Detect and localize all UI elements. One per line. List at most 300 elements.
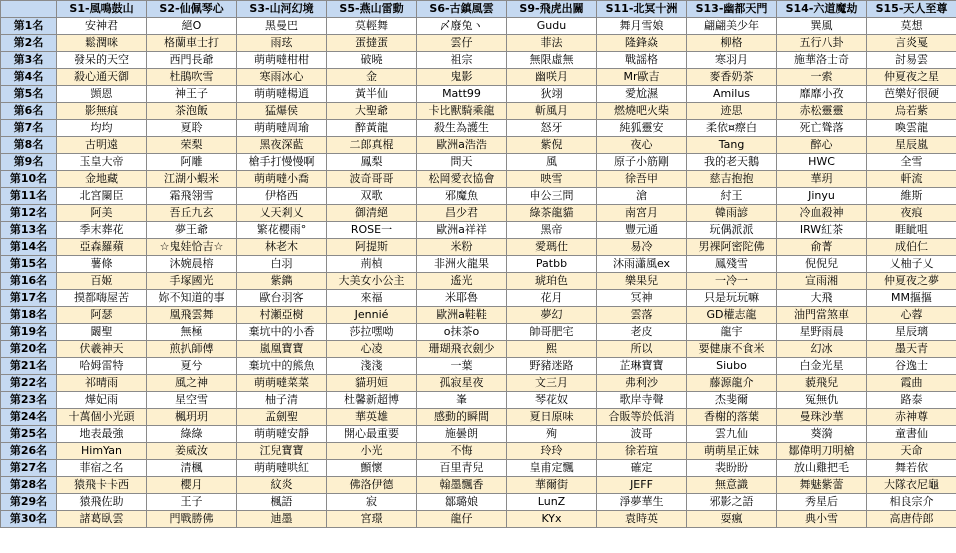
player-name-cell: 猿飛卡卡西 (57, 477, 147, 494)
player-name-cell: 貓玥姮 (327, 375, 417, 392)
player-name-cell: 昌少君 (417, 205, 507, 222)
player-name-cell: 琥珀色 (507, 273, 597, 290)
player-name-cell: 風 (507, 154, 597, 171)
player-name-cell: 鳳梨 (327, 154, 417, 171)
player-name-cell: 宣雨湘 (777, 273, 867, 290)
player-name-cell: 典小雪 (777, 511, 867, 528)
rank-label: 第22名 (1, 375, 57, 392)
player-name-cell: 烏若紫 (867, 103, 956, 120)
rank-label: 第20名 (1, 341, 57, 358)
player-name-cell: 江兒寶寶 (237, 443, 327, 460)
player-name-cell: 松岡愛衣協會 (417, 171, 507, 188)
table-row (1, 188, 956, 205)
player-name-cell: 波哥 (597, 426, 687, 443)
player-name-cell: 米耶魯 (417, 290, 507, 307)
player-name-cell: 峯 (417, 392, 507, 409)
player-name-cell: Jennié (327, 307, 417, 324)
player-name-cell: 星辰璃 (867, 324, 956, 341)
player-name-cell: 闞聖 (57, 324, 147, 341)
player-name-cell: 白金光星 (777, 358, 867, 375)
table-row (1, 409, 956, 426)
player-name-cell: 殉 (507, 426, 597, 443)
player-name-cell: 季末葬花 (57, 222, 147, 239)
player-name-cell: 嵐凰寶寶 (237, 341, 327, 358)
player-name-cell: 莫輕舞 (327, 18, 417, 35)
player-name-cell: Jinyu (777, 188, 867, 205)
player-name-cell: 黑曼巴 (237, 18, 327, 35)
player-name-cell: 邪影之語 (687, 494, 777, 511)
player-name-cell: 華爾街 (507, 477, 597, 494)
player-name-cell: 俞菁 (777, 239, 867, 256)
player-name-cell: 綠綠 (147, 426, 237, 443)
player-name-cell: Amilus (687, 86, 777, 103)
rank-label: 第26名 (1, 443, 57, 460)
player-name-cell: 路泰 (867, 392, 956, 409)
player-name-cell: 翩翩美少年 (687, 18, 777, 35)
player-name-cell: 舞若依 (867, 460, 956, 477)
rank-label: 第8名 (1, 137, 57, 154)
player-name-cell: 吾丘九玄 (147, 205, 237, 222)
player-name-cell: 一葉 (417, 358, 507, 375)
table-row (1, 256, 956, 273)
player-name-cell: 迪墨 (237, 511, 327, 528)
player-name-cell: 萌萌星正妹 (687, 443, 777, 460)
player-name-cell: 藐飛兒 (777, 375, 867, 392)
player-name-cell: 斬風月 (507, 103, 597, 120)
player-name-cell: 合販等於低消 (597, 409, 687, 426)
table-row (1, 239, 956, 256)
server-column-header: S14-六道魔劫 (777, 1, 867, 18)
player-name-cell: 非洲火龍果 (417, 256, 507, 273)
player-name-cell: 紫鐫 (237, 273, 327, 290)
player-name-cell: ROSE一 (327, 222, 417, 239)
player-name-cell: 狄翊 (507, 86, 597, 103)
player-name-cell: 燃燒吧火柴 (597, 103, 687, 120)
player-name-cell: 雨玹 (237, 35, 327, 52)
player-name-cell: 花月 (507, 290, 597, 307)
player-name-cell: 霞曲 (867, 375, 956, 392)
player-name-cell: 喚雲龍 (867, 120, 956, 137)
rank-label: 第3名 (1, 52, 57, 69)
player-name-cell: 星野雨晨 (777, 324, 867, 341)
player-name-cell: 仲夏夜之星 (867, 69, 956, 86)
player-name-cell: 珊瑚飛衣劍少 (417, 341, 507, 358)
player-name-cell: 無意識 (687, 477, 777, 494)
player-name-cell: 大聖爺 (327, 103, 417, 120)
player-name-cell: 邪魔魚 (417, 188, 507, 205)
player-name-cell: 施曇朗 (417, 426, 507, 443)
player-name-cell: 言炎戛 (867, 35, 956, 52)
player-name-cell: 佛洛伊德 (327, 477, 417, 494)
player-name-cell: 鄒璐娘 (417, 494, 507, 511)
player-name-cell: 文三月 (507, 375, 597, 392)
player-name-cell: 歌岸寺聲 (597, 392, 687, 409)
player-name-cell: 玲玲 (507, 443, 597, 460)
player-name-cell: 江湖小蝦米 (147, 171, 237, 188)
player-name-cell: 華玥 (777, 171, 867, 188)
player-name-cell: 弗利沙 (597, 375, 687, 392)
table-row (1, 443, 956, 460)
player-name-cell: 槍手打慢慢啊 (237, 154, 327, 171)
table-row (1, 222, 956, 239)
player-name-cell: 冷血殺神 (777, 205, 867, 222)
player-name-cell: 萌萌噠安靜 (237, 426, 327, 443)
player-name-cell: 軒流 (867, 171, 956, 188)
table-body (1, 18, 956, 528)
player-name-cell: 秀星后 (777, 494, 867, 511)
player-name-cell: ☆鬼娃恰吉☆ (147, 239, 237, 256)
player-name-cell: 薯條 (57, 256, 147, 273)
table-row (1, 324, 956, 341)
player-name-cell: 阿雕 (147, 154, 237, 171)
player-name-cell: 黑夜深藍 (237, 137, 327, 154)
player-name-cell: 紫倪 (507, 137, 597, 154)
player-name-cell: 老皮 (597, 324, 687, 341)
player-name-cell: 鳳殘雪 (687, 256, 777, 273)
server-column-header: S2-仙佩琴心 (147, 1, 237, 18)
player-name-cell: 歐台羽客 (237, 290, 327, 307)
player-name-cell: 睚眦咀 (867, 222, 956, 239)
player-name-cell: 無極 (147, 324, 237, 341)
player-name-cell: 門戰勝佛 (147, 511, 237, 528)
player-name-cell: 均均 (57, 120, 147, 137)
player-name-cell: 裴盼盼 (687, 460, 777, 477)
player-name-cell: 龍宇 (687, 324, 777, 341)
rank-label: 第6名 (1, 103, 57, 120)
player-name-cell: 葵漪 (777, 426, 867, 443)
player-name-cell: 相良宗介 (867, 494, 956, 511)
player-name-cell: 破曉 (327, 52, 417, 69)
player-name-cell: 全雪 (867, 154, 956, 171)
table-row (1, 341, 956, 358)
player-name-cell: HWC (777, 154, 867, 171)
player-name-cell: 萌萌噠菜菜 (237, 375, 327, 392)
table-row (1, 273, 956, 290)
player-name-cell: 柳格 (687, 35, 777, 52)
table-row (1, 460, 956, 477)
player-name-cell: 棄坑中的熊魚 (237, 358, 327, 375)
player-name-cell: 伏羲神天 (57, 341, 147, 358)
player-name-cell: 藤源龍介 (687, 375, 777, 392)
table-row (1, 494, 956, 511)
player-name-cell: 西門長爺 (147, 52, 237, 69)
player-name-cell: 伊格西 (237, 188, 327, 205)
player-name-cell: 猿飛佐助 (57, 494, 147, 511)
player-name-cell: MM摳摳 (867, 290, 956, 307)
player-name-cell: 申公三問 (507, 188, 597, 205)
player-name-cell: 大飛 (777, 290, 867, 307)
rank-label: 第29名 (1, 494, 57, 511)
player-name-cell: 雲落 (597, 307, 687, 324)
player-name-cell: 孟劍聖 (237, 409, 327, 426)
player-name-cell: 我的老天鵝 (687, 154, 777, 171)
player-name-cell: GD權志龍 (687, 307, 777, 324)
player-name-cell: 帥哥肥宅 (507, 324, 597, 341)
player-name-cell: 墨天青 (867, 341, 956, 358)
table-row (1, 511, 956, 528)
player-name-cell: 百里青兒 (417, 460, 507, 477)
table-row (1, 120, 956, 137)
player-name-cell: 波奇哥哥 (327, 171, 417, 188)
rank-label: 第23名 (1, 392, 57, 409)
player-name-cell: 霜飛翎雪 (147, 188, 237, 205)
player-name-cell: 童書仙 (867, 426, 956, 443)
player-name-cell: 清楓 (147, 460, 237, 477)
player-name-cell: 無限虛無 (507, 52, 597, 69)
server-column-header: S11-北冥十洲 (597, 1, 687, 18)
player-name-cell: 宮璟 (327, 511, 417, 528)
player-name-cell: 皇甫定飄 (507, 460, 597, 477)
player-name-cell: 玉皇大帝 (57, 154, 147, 171)
player-name-cell: 摸都嗨屋苦 (57, 290, 147, 307)
player-name-cell: 玩偶派派 (687, 222, 777, 239)
rank-label: 第17名 (1, 290, 57, 307)
rank-label: 第2名 (1, 35, 57, 52)
player-name-cell: KYx (507, 511, 597, 528)
player-name-cell: 楓語 (237, 494, 327, 511)
player-name-cell: 十萬個小光頭 (57, 409, 147, 426)
player-name-cell: JEFF (597, 477, 687, 494)
player-name-cell: 紂王 (687, 188, 777, 205)
player-name-cell: 影無痕 (57, 103, 147, 120)
player-name-cell: IRW紅茶 (777, 222, 867, 239)
player-name-cell: 隆鋒焱 (597, 35, 687, 52)
player-name-cell: 醉心 (777, 137, 867, 154)
player-name-cell: 谷逸士 (867, 358, 956, 375)
player-name-cell: 醉黃龍 (327, 120, 417, 137)
player-name-cell: 心凌 (327, 341, 417, 358)
player-name-cell: 男裸阿密陀佛 (687, 239, 777, 256)
player-name-cell: 曼珠沙華 (777, 409, 867, 426)
player-name-cell: 夏日原味 (507, 409, 597, 426)
player-name-cell: 莎拉嘿呦 (327, 324, 417, 341)
player-name-cell: Mr歐吉 (597, 69, 687, 86)
player-name-cell: 黃半仙 (327, 86, 417, 103)
rank-label: 第21名 (1, 358, 57, 375)
player-name-cell: 確定 (597, 460, 687, 477)
player-name-cell: o抹茶o (417, 324, 507, 341)
player-name-cell: 寂 (327, 494, 417, 511)
player-name-cell: 繁花櫻雨° (237, 222, 327, 239)
player-name-cell: 林老木 (237, 239, 327, 256)
table-row (1, 154, 956, 171)
player-name-cell: 戰謡格 (597, 52, 687, 69)
player-name-cell: 顫懷 (327, 460, 417, 477)
player-name-cell: 來福 (327, 290, 417, 307)
player-name-cell: 歐洲a浩浩 (417, 137, 507, 154)
player-name-cell: 柔依¤瘵白 (687, 120, 777, 137)
player-name-cell: 米粉 (417, 239, 507, 256)
player-name-cell: 熙 (507, 341, 597, 358)
player-name-cell: 易冷 (597, 239, 687, 256)
player-name-cell: 麥香奶茶 (687, 69, 777, 86)
player-name-cell: 純狐靈安 (597, 120, 687, 137)
player-name-cell: 柚子清 (237, 392, 327, 409)
player-name-cell: 芷琳寶寶 (597, 358, 687, 375)
player-name-cell: 金 (327, 69, 417, 86)
table-row (1, 358, 956, 375)
player-name-cell: 荣梨 (147, 137, 237, 154)
player-name-cell: 夢幻 (507, 307, 597, 324)
player-name-cell: 夏兮 (147, 358, 237, 375)
player-name-cell: 幽咲月 (507, 69, 597, 86)
player-name-cell: Gudu (507, 18, 597, 35)
player-name-cell: 耍瘋 (687, 511, 777, 528)
player-name-cell: 茶泡飯 (147, 103, 237, 120)
table-row (1, 307, 956, 324)
player-name-cell: 歐洲a鞋鞋 (417, 307, 507, 324)
player-name-cell: 殺心通天御 (57, 69, 147, 86)
player-name-cell: 莫想 (867, 18, 956, 35)
player-name-cell: 只是玩玩嘛 (687, 290, 777, 307)
player-name-cell: 寒雨冰心 (237, 69, 327, 86)
player-name-cell: 施華洛士奇 (777, 52, 867, 69)
player-name-cell: 華英雄 (327, 409, 417, 426)
player-name-cell: 孤寂星夜 (417, 375, 507, 392)
table-row (1, 69, 956, 86)
player-name-cell: 袁時英 (597, 511, 687, 528)
player-name-cell: 亞森羅蘋 (57, 239, 147, 256)
server-column-header: S5-燕山雷動 (327, 1, 417, 18)
player-name-cell: 問天 (417, 154, 507, 171)
player-name-cell: 淨夢華生 (597, 494, 687, 511)
player-name-cell: 滄 (597, 188, 687, 205)
player-name-cell: 祁晴雨 (57, 375, 147, 392)
server-column-header: S3-山河幻境 (237, 1, 327, 18)
rank-label: 第27名 (1, 460, 57, 477)
player-name-cell: 維斯 (867, 188, 956, 205)
rank-label: 第4名 (1, 69, 57, 86)
player-name-cell: 村瀬亞樹 (237, 307, 327, 324)
player-name-cell: 成伯仁 (867, 239, 956, 256)
player-name-cell: 星空雪 (147, 392, 237, 409)
player-name-cell: 安神君 (57, 18, 147, 35)
player-name-cell: 鄒偉明刀明槍 (777, 443, 867, 460)
player-name-cell: 歐洲a祥祥 (417, 222, 507, 239)
player-name-cell: 舞月雪娘 (597, 18, 687, 35)
player-name-cell: 琴花奴 (507, 392, 597, 409)
player-name-cell: 雲仔 (417, 35, 507, 52)
player-name-cell: 討易雲 (867, 52, 956, 69)
player-name-cell: 楓玥玥 (147, 409, 237, 426)
player-name-cell: 煎扒師傅 (147, 341, 237, 358)
player-name-cell: 王子 (147, 494, 237, 511)
player-name-cell: Siubo (687, 358, 777, 375)
player-name-cell: 舞魅紫蕾 (777, 477, 867, 494)
rank-label: 第16名 (1, 273, 57, 290)
player-name-cell: 香榭的落葉 (687, 409, 777, 426)
player-name-cell: 卡比獸騎乘龍 (417, 103, 507, 120)
rank-label: 第30名 (1, 511, 57, 528)
player-name-cell: 赤神尊 (867, 409, 956, 426)
table-row (1, 86, 956, 103)
player-name-cell: 杜鵑吹雪 (147, 69, 237, 86)
player-name-cell: 幻冰 (777, 341, 867, 358)
server-column-header: S13-幽都天門 (687, 1, 777, 18)
player-name-cell: 一索 (777, 69, 867, 86)
player-name-cell: 要健康不食米 (687, 341, 777, 358)
player-name-cell: 夢王爺 (147, 222, 237, 239)
player-name-cell: 大美女小公主 (327, 273, 417, 290)
player-name-cell: 諸葛臥雲 (57, 511, 147, 528)
rank-label: 第12名 (1, 205, 57, 222)
player-name-cell: 荊楨 (327, 256, 417, 273)
header-row (1, 1, 956, 18)
player-name-cell: 野豬迷路 (507, 358, 597, 375)
player-name-cell: 星辰嵐 (867, 137, 956, 154)
player-name-cell: 百姬 (57, 273, 147, 290)
player-name-cell: 鬼影 (417, 69, 507, 86)
player-name-cell: 愛尬濕 (597, 86, 687, 103)
rank-label: 第25名 (1, 426, 57, 443)
player-name-cell: 迹思 (687, 103, 777, 120)
player-name-cell: 萌萌噠周瑜 (237, 120, 327, 137)
header-corner (1, 1, 57, 18)
player-name-cell: 怒牙 (507, 120, 597, 137)
player-name-cell: 杜馨新超博 (327, 392, 417, 409)
rank-label: 第9名 (1, 154, 57, 171)
player-name-cell: 神王子 (147, 86, 237, 103)
player-name-cell: 夏聆 (147, 120, 237, 137)
player-name-cell: 〆廢兔ヽ (417, 18, 507, 35)
player-name-cell: 遙光 (417, 273, 507, 290)
rank-label: 第19名 (1, 324, 57, 341)
player-name-cell: 阿瑟 (57, 307, 147, 324)
player-name-cell: 古明遠 (57, 137, 147, 154)
player-name-cell: 赤松靈靈 (777, 103, 867, 120)
player-name-cell: 五行八卦 (777, 35, 867, 52)
table-row (1, 18, 956, 35)
player-name-cell: 高唐侍郎 (867, 511, 956, 528)
player-name-cell: HimYan (57, 443, 147, 460)
rank-label: 第11名 (1, 188, 57, 205)
player-name-cell: Tang (687, 137, 777, 154)
player-name-cell: 南宮月 (597, 205, 687, 222)
table-row (1, 392, 956, 409)
player-name-cell: 御清絕 (327, 205, 417, 222)
player-name-cell: 乂天剎乂 (237, 205, 327, 222)
rank-label: 第15名 (1, 256, 57, 273)
player-name-cell: 芭樂好很硬 (867, 86, 956, 103)
player-name-cell: 二郎真棍 (327, 137, 417, 154)
table-row (1, 35, 956, 52)
table-row (1, 205, 956, 222)
rank-label: 第18名 (1, 307, 57, 324)
player-name-cell: 金地藏 (57, 171, 147, 188)
player-name-cell: 淺淺 (327, 358, 417, 375)
server-column-header: S15-天人至尊 (867, 1, 956, 18)
player-name-cell: 巽風 (777, 18, 867, 35)
player-name-cell: 沐婉晨榕 (147, 256, 237, 273)
player-name-cell: 冥神 (597, 290, 687, 307)
table-row (1, 171, 956, 188)
player-name-cell: Patbb (507, 256, 597, 273)
player-name-cell: 蛋撻蛋 (327, 35, 417, 52)
player-name-cell: 双歌 (327, 188, 417, 205)
table-row (1, 477, 956, 494)
player-name-cell: 映雪 (507, 171, 597, 188)
rank-label: 第24名 (1, 409, 57, 426)
player-name-cell: 綠茶龍貓 (507, 205, 597, 222)
player-name-cell: 萌萌噠小喬 (237, 171, 327, 188)
rank-label: 第10名 (1, 171, 57, 188)
player-name-cell: 徐若瑄 (597, 443, 687, 460)
rank-label: 第14名 (1, 239, 57, 256)
player-name-cell: 乂柚子乂 (867, 256, 956, 273)
player-name-cell: 菲宿之名 (57, 460, 147, 477)
player-name-cell: Matt99 (417, 86, 507, 103)
player-name-cell: 萌萌噠楊逍 (237, 86, 327, 103)
